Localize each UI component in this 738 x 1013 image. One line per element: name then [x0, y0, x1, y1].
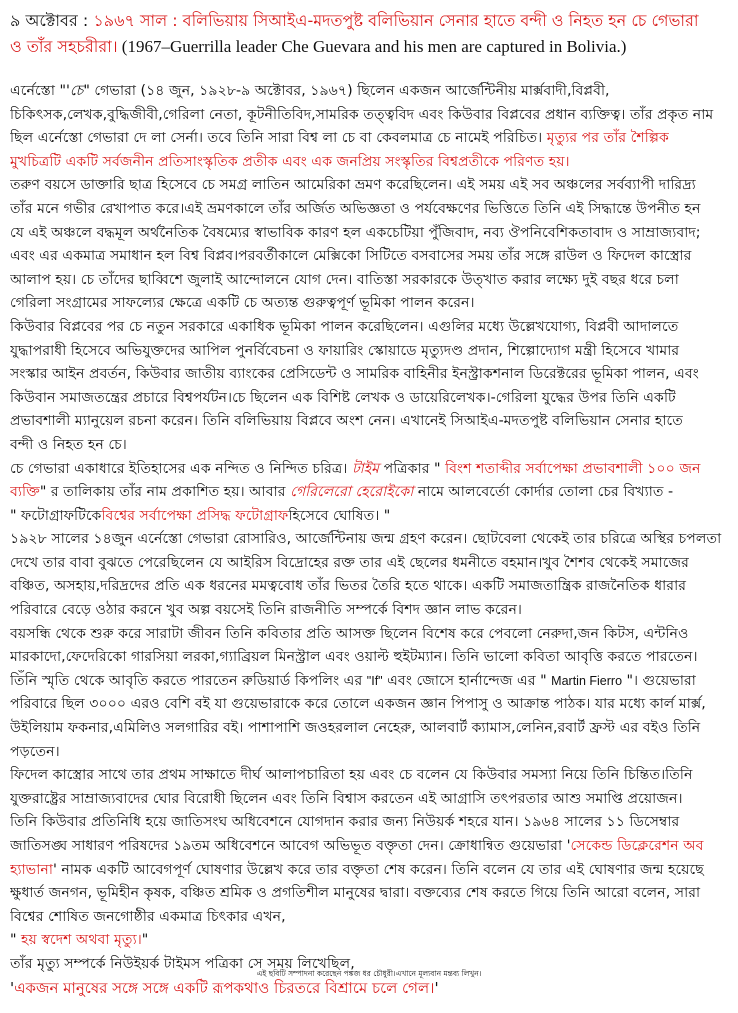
nyt-quote: একজন মানুষের সঙ্গে সঙ্গে একটি রূপকথাও চিরতরে বিশ্রামে চলে গেল।: [14, 978, 435, 997]
text: জাতিসঙ্ঘ সাধারণ পরিষদের ১৯তম অধিবেশনে আবেগ অভিভূত বক্তৃতা দেন। ক্রোধান্বিত গুয়েভারা ': [10, 838, 571, 854]
header-line-2: [10, 34, 732, 60]
header-line-1: [10, 8, 732, 34]
text-line: তাঁর মৃত্যু সম্পর্কে নিউইয়র্ক টাইমস পত্রিকা সে সময় লিখেছিল,: [10, 955, 355, 972]
highlight-text: ব্যক্তি: [10, 484, 40, 501]
text-line: বঞ্চিত, অসহায়,দরিদ্রদের প্রতি এক ধরনের মমত্ববোধ তাঁর ভিতর তৈরি হতে থাকে। একটি সমাজতান্ত্রিক রাজনৈতিক ধারার: [10, 578, 687, 595]
paragraph-castro: [10, 764, 732, 811]
article: [10, 0, 732, 1000]
text-line: দেখে তার বাবা বুঝতে পেরেছিলেন যে আইরিস বিদ্রোহের রক্ত তার এই ছেলের ধমনীতে বহমান।খুব শৈশব থেকেই সমাজের: [10, 554, 689, 571]
text-line: উইলিয়াম ফকনার,এমিলিও সলগারির বই। পাশাপাশি জওহরলাল নেহেরু, আলবার্ট ক্যামাস,লেনিন,রবার্ট ফ্রস্ট এর বইও তিনি: [10, 720, 701, 737]
text: তিঁনি স্মৃতি থেকে আবৃতি করতে পারতেন রুডিয়ার্ড কিপলিং এর: [10, 672, 367, 689]
text-line: তরুণ বয়সে ডাক্তারি ছাত্র হিসেবে চে সমগ্র লাতিন আমেরিকা ভ্রমণ করেছিলেন। এই সময় এই সব অঞ্চলের সর্বব্যাপী দারিদ্র্য: [10, 177, 696, 194]
text: " গেভারা (১৪ জুন, ১৯২৮-৯ অক্টোবর, ১৯৬৭) ছিলেন একজন আর্জেন্টিনীয় মার্ক্সবাদী,বিপ্লবী,: [83, 83, 610, 99]
text: " ফটোগ্রাফটিকে: [10, 507, 102, 524]
text-line: যে এই অঞ্চলে বদ্ধমূল অর্থনৈতিক বৈষম্যের স্বাভাবিক কারণ হল একচেটিয়া পুঁজিবাদ, নব্য ঔপনিবেশিকতাবাদ ও সাম্রাজ্যবাদ;: [10, 224, 701, 241]
text-line: তিনি কিউবার প্রতিনিধি হয়ে জাতিসংঘ অধিবেশনে যোগদান করার জন্য নিউয়র্ক শহরে যান। ১৯৬৪ সালের ১১ ডিসেম্বার: [10, 814, 680, 831]
text-line: পড়তেন।: [10, 743, 60, 760]
text: ছিল এর্নেস্তো গেভারা দে লা সের্না। তবে তিনি সারা বিশ্ব লা চে বা কেবলমাত্র চে নামেই পরিচিত।: [10, 130, 547, 147]
text: এবং জোসে হার্নান্দেজ এর ": [382, 672, 552, 689]
paragraph-cuba-roles: [10, 316, 732, 458]
header: [10, 0, 732, 60]
text-line: প্রভাবশালী ম্যানুয়েল রচনা করেন। তিনি বলিভিয়ায় বিপ্লবে অংশ নেন। এখানেই সিআইএ-মদতপুষ্ট বলিভিয়ান সেনার হাতে: [10, 413, 683, 430]
paragraph-intro: [10, 80, 732, 174]
text-line: [10, 859, 732, 883]
quote-mark: ": [10, 932, 22, 949]
text-line: যুদ্ধাপরাধী হিসেবে অভিযুক্তদের আপিল পুনর্বিবেচনা ও ফায়ারিং স্কোয়াডে মৃত্যুদণ্ড প্রদান, শিল্পোদ্যোগ মন্ত্রী হিসেবে খামার: [10, 342, 680, 359]
photo-title: গেরিলেরো হেরোইকো: [290, 484, 414, 501]
quote-mark: ": [141, 932, 149, 949]
text-line: [10, 835, 732, 859]
time-magazine: টাইম: [351, 460, 380, 477]
header-headline: ১৯৬৭ সাল : বলিভিয়ায় সিআইএ-মদতপুষ্ট বলিভিয়ান সেনার হাতে বন্দী ও নিহত হন চে গেভারা: [93, 11, 699, 30]
text-line: [10, 458, 732, 482]
text-line: আলাপ হয়। চে তাঁদের ছাব্বিশে জুলাই আন্দোলনে যোগ দেন। বাতিস্তা সরকারকে উত্খাত করার লক্ষ্যে দুই বছর ধরে চলা: [10, 271, 679, 288]
poem-martin-fierro: Martin Fierro: [551, 673, 623, 688]
text-line: [10, 127, 732, 151]
text: চে গেভারা একাধারে ইতিহাসের এক নন্দিত ও নিন্দিত চরিত্র।: [10, 460, 352, 477]
text-line: যুক্তরাষ্ট্রের সাম্রাজ্যবাদের ঘোর বিরোধী ছিলেন এবং তিনি বিশ্বাস করতেন এই আগ্রাসি তৎপরতার আশু সমাপ্তি প্রয়োজন।: [10, 790, 683, 807]
nickname-che: চে: [69, 83, 84, 99]
text-line: [10, 505, 732, 529]
text-line: ১৯২৮ সালের ১৪জুন এর্নেস্তো গেভারা রোসারিও, আর্জেন্টিনায় জন্ম গ্রহণ করেন। ছোটবেলা থেকেই তার চরিত্রে অস্থির চপলতা: [10, 531, 722, 548]
editor-credit: এই ছবিটি সম্পাদনা করেছেন পঙ্কজ ধর চৌধুরী।এখানে মূল্যবান মন্তব্য লিখুন।: [256, 969, 482, 978]
highlight-text: মৃত্যুর পর তাঁর শৈল্পিক: [546, 130, 669, 147]
text-line: বয়সন্ধি থেকে শুরু করে সারাটা জীবন তিনি কবিতার প্রতি আসক্ত ছিলেন বিশেষ করে পেবলো নেরুদা,জন কিটস, এন্টনিও: [10, 625, 689, 642]
text-line: তাঁর মনে গভীর রেখাপাত করে।এই ভ্রমণকালে তাঁর অর্জিত অভিজ্ঞতা ও পর্যবেক্ষণের ভিত্তিতে তিনি এই সিদ্ধান্তে উপনীত হন: [10, 200, 701, 217]
text-line: বন্দী ও নিহত হন চে।: [10, 436, 127, 453]
paragraph-childhood: [10, 528, 732, 622]
paragraph-legacy: [10, 458, 732, 529]
text-line: পরিবারে বেড়ে ওঠার করনে খুব অল্প বয়সেই তিনি রাজনীতি সম্পর্কে বিশদ জ্ঞান লাভ করেন।: [10, 602, 523, 619]
text-line: [10, 670, 732, 694]
text-line: ফিদেল কাস্ত্রোর সাথে তার প্রথম সাক্ষাতে দীর্ঘ আলাপচারিতা হয় এবং চে বলেন যে কিউবার সমস্যা নিয়ে তিনি চিন্তিত।তিনি: [10, 767, 693, 784]
slogan-line: [10, 929, 732, 953]
text-line: পরিবারে ছিল ৩০০০ এরও বেশি বই যা গুয়েভারাকে করে তোলে একজন জ্ঞান পিপাসু ও আক্রান্ত পাঠক। যার মধ্যে কার্ল মার্ক্স,: [10, 696, 706, 713]
text: " র তালিকায় তাঁর নাম প্রকাশিত হয়। আবার: [39, 484, 291, 501]
text: হিসেবে ঘোষিত। ": [288, 507, 391, 524]
text-line: গেরিলা সংগ্রামের সাফল্যের ক্ষেত্রে একটি চে অত্যন্ত গুরুত্বপূর্ণ ভূমিকা পালন করেন।: [10, 295, 475, 312]
highlight-text: বিংশ শতাব্দীর সর্বাপেক্ষা প্রভাবশালী ১০০ জন: [445, 460, 701, 477]
text-line: চিকিৎসক,লেখক,বুদ্ধিজীবী,গেরিলা নেতা, কূটনীতিবিদ,সামরিক তত্ত্ববিদ এবং কিউবার বিপ্লবের প্রধান ব্যক্তিত্ব। তাঁর প্রকৃত নাম: [10, 106, 714, 123]
text: পত্রিকার ": [379, 460, 446, 477]
text-line: বিশ্বের শোষিত জনগোষ্ঠীর একমাত্র চিৎকার এখন,: [10, 908, 286, 925]
text-line: [10, 481, 732, 505]
text-line: মারকাদো,ফেদেরিকো গারসিয়া লরকা,গ্যাব্রিয়ল মিনস্ট্রাল এবং ওয়াল্ট হুইটম্যান। তিনি ভালো কবিতা আবৃত্তি করতে পারতেন।: [10, 649, 698, 666]
poem-if: "If": [366, 673, 383, 688]
highlight-line: মুখচিত্রটি একটি সর্বজনীন প্রতিসাংস্কৃতিক প্রতীক এবং এক জনপ্রিয় সংস্কৃতির বিশ্বপ্রতীকে পরিণত হয়।: [10, 153, 570, 170]
declaration-title: সেকেন্ড ডিক্লেরেশন অব: [570, 838, 704, 854]
text: নামে আলবের্তো কোর্দার তোলা চের বিখ্যাত -: [413, 484, 674, 501]
highlight-text: বিশ্বের সর্বাপেক্ষা প্রসিদ্ধ ফটোগ্রাফ: [101, 507, 289, 524]
paragraph-poetry: [10, 623, 732, 765]
header-date: ৯ অক্টোবর :: [10, 11, 94, 30]
text: ' নামক একটি আবেগপূর্ণ ঘোষণার উল্লেখ করে তার বক্তৃতা শেষ করেন। তিনি বলেন যে তার এই ঘোষণার জন্ম হয়েছে: [52, 861, 704, 878]
text-line: সংস্কার আইন প্রবর্তন, কিউবার জাতীয় ব্যাংকের প্রেসিডেন্ট ও সামরিক বাহিনীর ইনস্ট্রাকশনাল ডিরেক্টরের ভূমিকা পালন, এবং: [10, 366, 699, 383]
text: "। গুয়েভারা: [622, 672, 696, 689]
text-line: [10, 80, 732, 104]
quote-mark: ': [434, 978, 439, 997]
text-line: কিউবার বিপ্লবের পর চে নতুন সরকারে একাধিক ভূমিকা পালন করেছিলেন। এগুলির মধ্যে উল্লেখযোগ্য, বিপ্লবী আদালতে: [10, 318, 679, 335]
header-english: (1967–Guerrilla leader Che Guevara and his men are captured in Bolivia.): [117, 37, 627, 56]
quote-mark: ': [10, 978, 15, 997]
text-line: এবং এর একমাত্র সমাধান হল বিশ্ব বিপ্লব।পরবর্তীকালে মেক্সিকো সিটিতে বসবাসের সময় তাঁর সঙ্গে রাউল ও ফিদেল কাস্ত্রোর: [10, 248, 692, 265]
declaration-title-cont: হ্যাভানা: [10, 861, 53, 878]
header-headline-cont: ও তাঁর সহচরীরা।: [10, 37, 118, 56]
text-line: কিউবান সমাজতন্ত্রের প্রচারে বিশ্বপর্যটন।চে ছিলেন এক বিশিষ্ট লেখক ও ডায়েরিলেখক।-গেরিলা যুদ্ধের উপর তিনি একটি: [10, 389, 676, 406]
slogan: হয় স্বদেশ অথবা মৃত্যু।: [21, 932, 142, 949]
text-line: ক্ষুধার্ত জনগন, ভূমিহীন কৃষক, বঞ্চিত শ্রমিক ও প্রগতিশীল মানুষের দ্বারা। বক্তব্যের শেষ করতে গিয়ে তিনি আরো বলেন, সারা: [10, 885, 701, 902]
paragraph-travels: [10, 174, 732, 316]
text: এর্নেস্তো "': [10, 83, 70, 99]
